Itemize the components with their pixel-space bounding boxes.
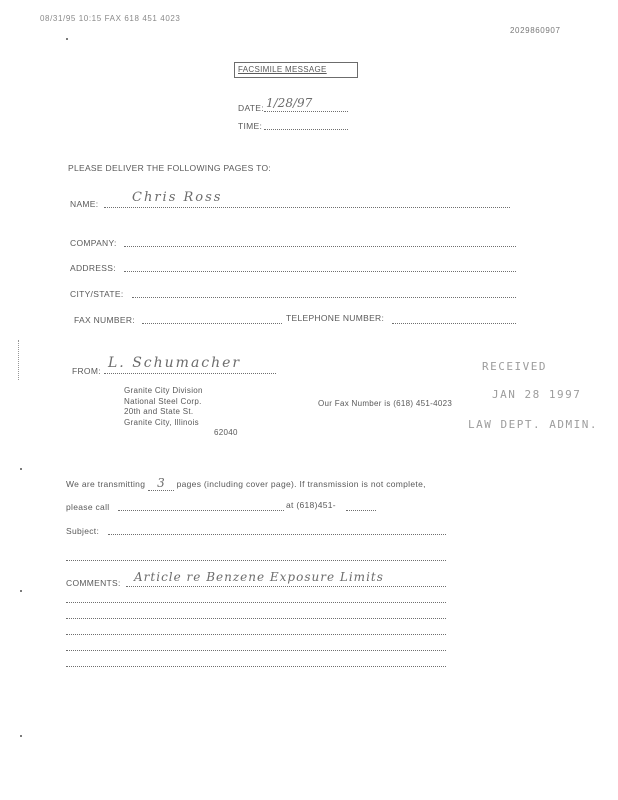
comments-line-5 — [66, 650, 446, 651]
time-line — [264, 129, 348, 130]
received-stamp-line: LAW DEPT. ADMIN. — [468, 418, 598, 431]
speck — [20, 468, 22, 470]
citystate-label: CITY/STATE: — [70, 289, 124, 299]
from-address-line: National Steel Corp. — [124, 396, 202, 406]
telephone-label: TELEPHONE NUMBER: — [286, 313, 385, 323]
please-call-line — [118, 510, 284, 511]
comments-line-6 — [66, 666, 446, 667]
from-value: L. Schumacher — [108, 355, 242, 371]
address-line — [124, 271, 516, 272]
speck — [20, 590, 22, 592]
address-label: ADDRESS: — [70, 263, 116, 273]
subject-line — [108, 534, 446, 535]
transmit-sentence — [66, 476, 426, 491]
from-address — [124, 386, 238, 439]
date-line — [264, 111, 348, 112]
received-stamp-line: JAN 28 1997 — [492, 388, 582, 401]
our-fax-number: Our Fax Number is (618) 451-4023 — [318, 399, 453, 408]
citystate-line — [132, 297, 516, 298]
callback-line — [346, 510, 376, 511]
time-label: TIME: — [238, 121, 263, 131]
comments-line-2 — [66, 602, 446, 603]
page-id: 2029860907 — [510, 26, 561, 35]
fax-number-line — [142, 323, 282, 324]
from-line — [104, 373, 276, 374]
from-address-line: Granite City Division — [124, 386, 203, 395]
from-label: FROM: — [72, 366, 101, 376]
comments-line-4 — [66, 634, 446, 635]
name-line — [104, 207, 510, 208]
comments-line-3 — [66, 618, 446, 619]
please-call-label: please call — [66, 502, 110, 512]
telephone-line — [392, 323, 516, 324]
subject-label: Subject: — [66, 526, 100, 536]
company-line — [124, 246, 516, 247]
company-label: COMPANY: — [70, 238, 117, 248]
page-count: 3 — [148, 476, 174, 491]
fax-header-strip: 08/31/95 10:15 FAX 618 451 4023 — [40, 14, 181, 23]
speck — [66, 38, 68, 40]
date-label: DATE: — [238, 103, 264, 113]
received-stamp-line: RECEIVED — [482, 360, 547, 373]
callback-number: at (618)451- — [286, 500, 336, 510]
comments-label: COMMENTS: — [66, 578, 121, 588]
name-value: Chris Ross — [132, 190, 223, 205]
transmit-suffix: pages (including cover page). If transmission is not complete, — [176, 479, 426, 489]
fax-number-label: FAX NUMBER: — [74, 315, 135, 325]
margin-mark — [18, 340, 19, 380]
comments-line — [126, 586, 446, 587]
date-value: 1/28/97 — [266, 96, 313, 110]
name-label: NAME: — [70, 199, 99, 209]
transmit-prefix: We are transmitting — [66, 479, 146, 489]
subject-line-2 — [66, 560, 446, 561]
document-title: FACSIMILE MESSAGE — [238, 65, 327, 74]
speck — [20, 735, 22, 737]
from-address-line: Granite City, Illinois — [124, 417, 199, 427]
from-address-line: 62040 — [214, 428, 238, 437]
from-address-line: 20th and State St. — [124, 407, 194, 416]
comments-value: Article re Benzene Exposure Limits — [134, 570, 384, 584]
deliver-heading: PLEASE DELIVER THE FOLLOWING PAGES TO: — [68, 163, 272, 173]
